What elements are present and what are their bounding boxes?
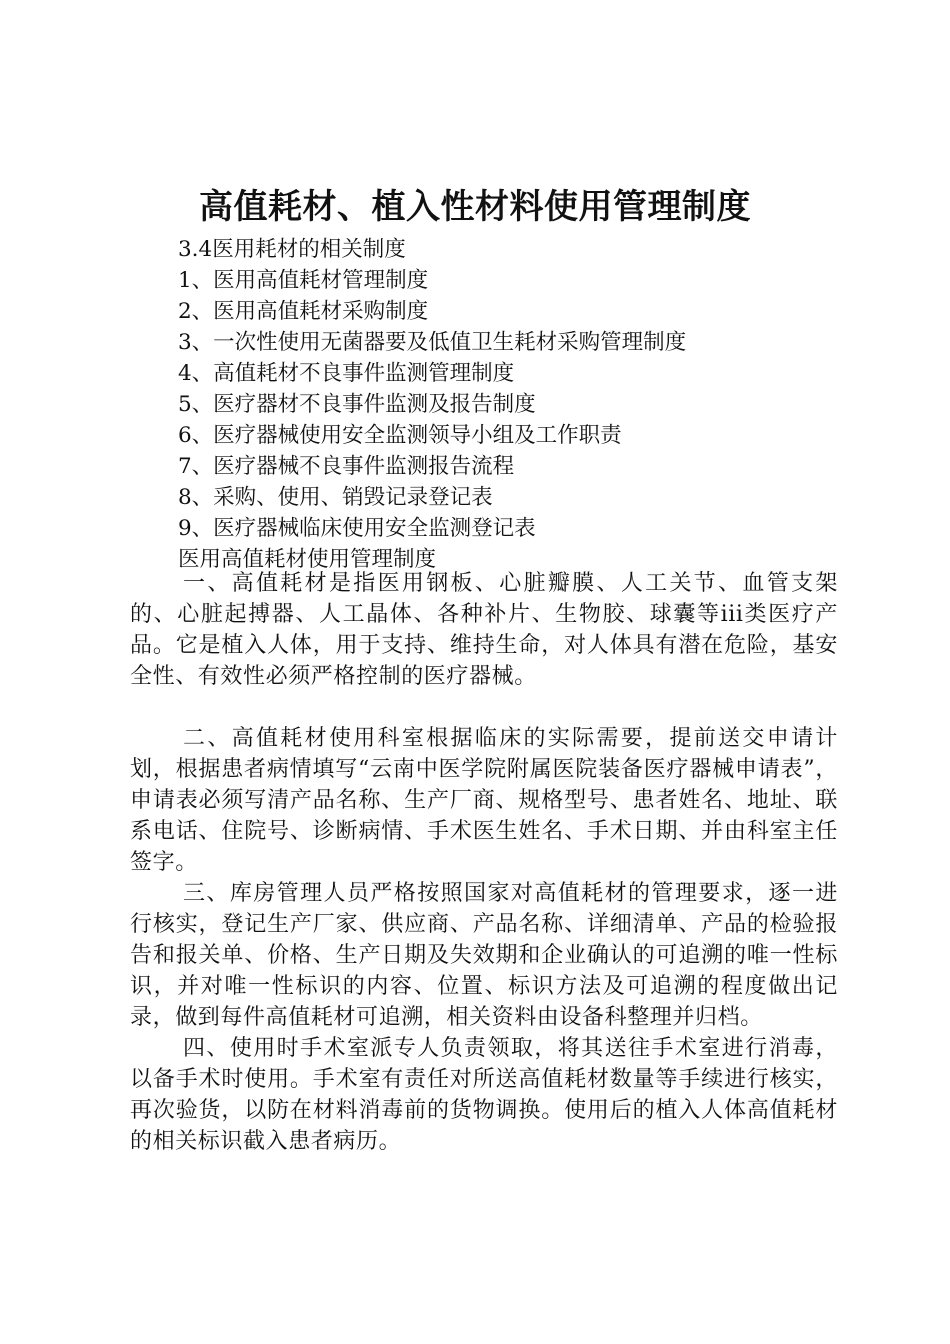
toc-item: 9、医疗器械临床使用安全监测登记表 xyxy=(178,516,536,541)
body-paragraph: 二、高值耗材使用科室根据临床的实际需要，提前送交申请计划，根据患者病情填写“云南中医学院附属医院装备医疗器械申请表”，申请表必须写清产品名称、生产厂商、规格型号、患者姓名、地址、联系电话、住院号、诊断病情、手术医生姓名、手术日期、并由科室主任签字。 xyxy=(130,726,838,875)
toc-item: 7、医疗器械不良事件监测报告流程 xyxy=(178,454,515,479)
toc-list xyxy=(178,234,898,575)
page-title: 高值耗材、植入性材料使用管理制度 xyxy=(199,187,751,227)
body-paragraph: 三、库房管理人员严格按照国家对高值耗材的管理要求，逐一进行核实，登记生产厂家、供应商、产品名称、详细清单、产品的检验报告和报关单、价格、生产日期及失效期和企业确认的可追溯的唯一性标识，并对唯一性标识的内容、位置、标识方法及可追溯的程度做出记录，做到每件高值耗材可追溯，相关资料由设备科整理并归档。 xyxy=(130,881,838,1030)
toc-item: 1、医用高值耗材管理制度 xyxy=(178,268,429,293)
toc-item: 2、医用高值耗材采购制度 xyxy=(178,299,429,324)
toc-item: 6、医疗器械使用安全监测领导小组及工作职责 xyxy=(178,423,622,448)
toc-item: 3.4医用耗材的相关制度 xyxy=(178,237,406,262)
toc-item: 8、采购、使用、销毁记录登记表 xyxy=(178,485,493,510)
body-paragraph: 四、使用时手术室派专人负责领取，将其送往手术室进行消毒，以备手术时使用。手术室有责任对所送高值耗材数量等手续进行核实，再次验货，以防在材料消毒前的货物调换。使用后的植入人体高值耗材的相关标识截入患者病历。 xyxy=(130,1036,838,1154)
toc-item: 5、医疗器材不良事件监测及报告制度 xyxy=(178,392,536,417)
document-body xyxy=(130,568,838,1157)
toc-item: 3、一次性使用无菌器要及低值卫生耗材采购管理制度 xyxy=(178,330,687,355)
section-heading: 医用高值耗材使用管理制度 xyxy=(178,547,437,572)
body-paragraph: 一、高值耗材是指医用钢板、心脏瓣膜、人工关节、血管支架的、心脏起搏器、人工晶体、各种补片、生物胶、球囊等iii类医疗产品。它是植入人体，用于支持、维持生命，对人体具有潜在危险，基安全性、有效性必须严格控制的医疗器械。 xyxy=(130,571,838,689)
toc-item: 4、高值耗材不良事件监测管理制度 xyxy=(178,361,515,386)
